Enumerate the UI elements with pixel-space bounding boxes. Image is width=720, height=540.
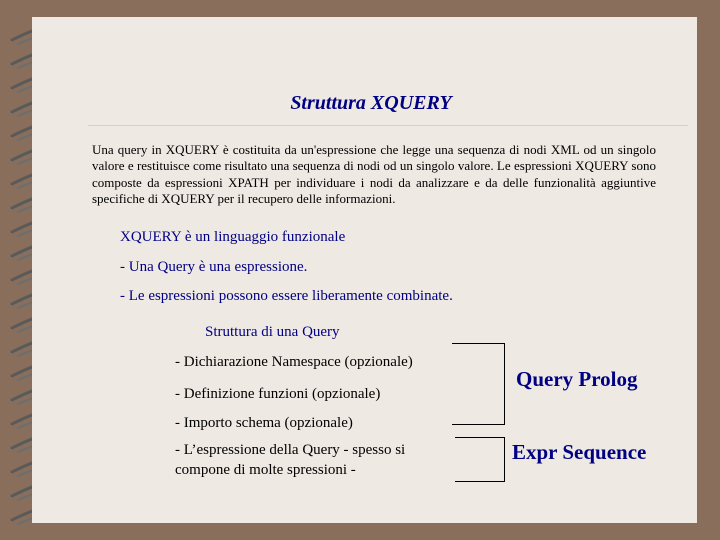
slide-title: Struttura XQUERY — [290, 92, 452, 114]
expr-sequence-label: Expr Sequence — [512, 440, 647, 464]
title-divider — [88, 125, 688, 126]
structure-item-functions: - Definizione funzioni (opzionale) — [175, 386, 381, 402]
point-functional-language: XQUERY è un linguaggio funzionale — [120, 229, 346, 245]
prolog-bracket — [452, 343, 505, 425]
point-expressions-combined: - Le espressioni possono essere liberamente combinate. — [120, 288, 453, 304]
structure-item-namespace: - Dichiarazione Namespace (opzionale) — [175, 354, 413, 370]
point-query-expression: - Una Query è una espressione. — [120, 259, 308, 275]
intro-paragraph: Una query in XQUERY è costituita da un'espressione che legge una sequenza di nodi XML od un singolo valore e restituisce come risultato una sequenza di nodi od un singolo valore. Le espressioni XQUERY sono composte da espressioni XPATH per individuare i nodi da analizzare e da delle funzionalità aggiuntive specifiche di XQUERY per il recupero delle informazioni. — [92, 142, 656, 206]
query-prolog-label: Query Prolog — [516, 367, 638, 391]
expr-bracket — [455, 437, 505, 482]
structure-item-schema: - Importo schema (opzionale) — [175, 415, 353, 431]
structure-heading: Struttura di una Query — [205, 324, 340, 340]
structure-item-query-expression: - L’espressione della Query - spesso si compone di molte spressioni - — [175, 442, 406, 478]
